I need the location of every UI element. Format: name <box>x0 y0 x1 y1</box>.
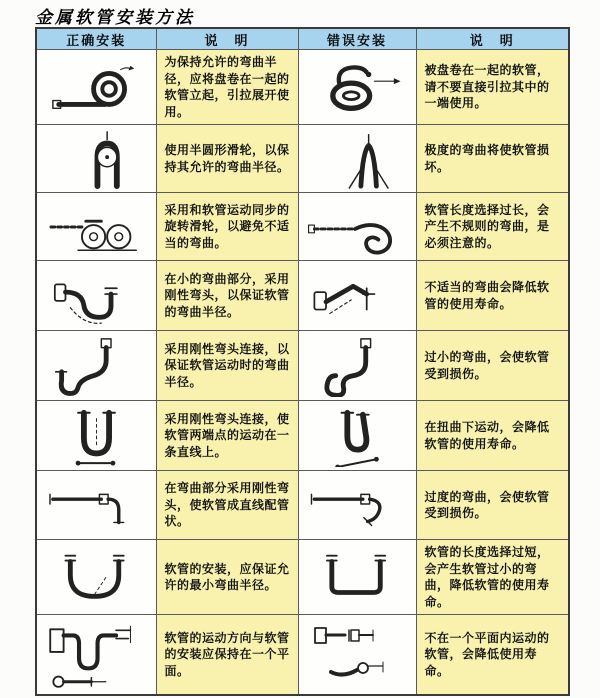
table-row <box>36 401 569 471</box>
wrong-description: 过度的弯曲，会使软管受到损伤。 <box>416 471 569 540</box>
wrong-description: 在扭曲下运动，会降低软管的使用寿命。 <box>416 401 569 471</box>
u-hose-endpoints-inline-motion-icon <box>41 405 151 467</box>
table-row <box>36 540 569 615</box>
wrong-description: 不适当的弯曲会降低软管的使用寿命。 <box>416 261 569 331</box>
wrong-description: 不在一个平面内运动的软管，会降低使用寿命。 <box>416 615 569 695</box>
hose-over-semicircular-pulley-icon <box>41 128 151 190</box>
wrong-image-cell <box>298 401 416 471</box>
correct-image-cell <box>36 540 156 615</box>
wrong-image-cell <box>298 125 416 193</box>
correct-description: 软管的安装，应保证允许的最小弯曲半径。 <box>156 540 298 615</box>
wrong-description: 软管长度选择过长，会产生不规则的弯曲，是必须注意的。 <box>416 193 569 261</box>
wrong-image-cell <box>298 615 416 695</box>
correct-image-cell <box>36 193 156 261</box>
rigid-elbows-at-small-bend-icon <box>41 265 151 327</box>
wrong-image-cell <box>298 193 416 261</box>
overlong-hose-irregular-bend-icon <box>305 196 410 258</box>
header-correct-install: 正确安装 <box>36 28 156 50</box>
header-wrong-desc: 说 明 <box>416 28 569 50</box>
correct-description: 采用和软管运动同步的旋转滑轮，以避免不适当的弯曲。 <box>156 193 298 261</box>
header-wrong-install: 错误安装 <box>298 28 416 50</box>
table-header-row <box>36 28 569 50</box>
wrong-image-cell <box>298 50 416 125</box>
page-title: 金属软管安装方法 <box>35 8 195 27</box>
improper-bend-hose-icon <box>305 265 410 327</box>
correct-description: 采用刚性弯头连接，使软管两端点的运动在一条直线上。 <box>156 401 298 471</box>
correct-description: 在小的弯曲部分，采用刚性弯头，以保证软管的弯曲半径。 <box>156 261 298 331</box>
header-correct-desc: 说 明 <box>156 28 298 50</box>
correct-image-cell <box>36 401 156 471</box>
wrong-description: 极度的弯曲将使软管损坏。 <box>416 125 569 193</box>
table-row <box>36 50 569 125</box>
wrong-image-cell <box>298 471 416 540</box>
wrong-image-cell <box>298 261 416 331</box>
correct-description: 软管的运动方向与软管的安装应保持在一个平面。 <box>156 615 298 695</box>
correct-description: 使用半圆形滑轮，以保持其允许的弯曲半径。 <box>156 125 298 193</box>
u-hose-minimum-bend-radius-icon <box>41 546 151 608</box>
s-hose-too-small-bend-icon <box>305 335 410 397</box>
correct-image-cell <box>36 50 156 125</box>
short-hose-tight-corner-bends-icon <box>305 546 410 608</box>
correct-image-cell <box>36 331 156 401</box>
table-row <box>36 471 569 540</box>
installation-method-table <box>35 27 570 696</box>
wrong-image-cell <box>298 331 416 401</box>
correct-description: 采用刚性弯头连接，以保证软管运动时的弯曲半径。 <box>156 331 298 401</box>
correct-image-cell <box>36 471 156 540</box>
wrong-image-cell <box>298 540 416 615</box>
wrong-description: 过小的弯曲，会使软管受到损伤。 <box>416 331 569 401</box>
u-hose-twisted-motion-icon <box>305 405 410 467</box>
correct-image-cell <box>36 615 156 695</box>
hose-motion-in-one-plane-icon <box>41 619 151 691</box>
table-row <box>36 193 569 261</box>
hose-with-synchronized-rotating-pulleys-icon <box>41 196 151 258</box>
correct-description: 为保持允许的弯曲半径，应将盘卷在一起的软管立起，引拉展开使用。 <box>156 50 298 125</box>
coiled-hose-standing-unrolled-icon <box>41 56 151 118</box>
hose-extreme-sharp-bend-icon <box>305 128 410 190</box>
wrong-description: 被盘卷在一起的软管，请不要直接引拉其中的一端使用。 <box>416 50 569 125</box>
correct-image-cell <box>36 125 156 193</box>
straight-hose-with-rigid-elbow-icon <box>41 474 151 536</box>
table-row <box>36 261 569 331</box>
correct-description: 在弯曲部分采用刚性弯头，使软管成直线配管状。 <box>156 471 298 540</box>
hose-motion-out-of-plane-icon <box>305 619 410 691</box>
coiled-hose-pulled-from-end-icon <box>305 56 410 118</box>
table-row <box>36 125 569 193</box>
wrong-description: 软管的长度选择过短，会产生软管过小的弯曲，降低软管的使用寿命。 <box>416 540 569 615</box>
correct-image-cell <box>36 261 156 331</box>
s-hose-rigid-elbow-connection-icon <box>41 335 151 397</box>
table-row <box>36 331 569 401</box>
table-row <box>36 615 569 695</box>
hose-overbent-elbow-icon <box>305 474 410 536</box>
